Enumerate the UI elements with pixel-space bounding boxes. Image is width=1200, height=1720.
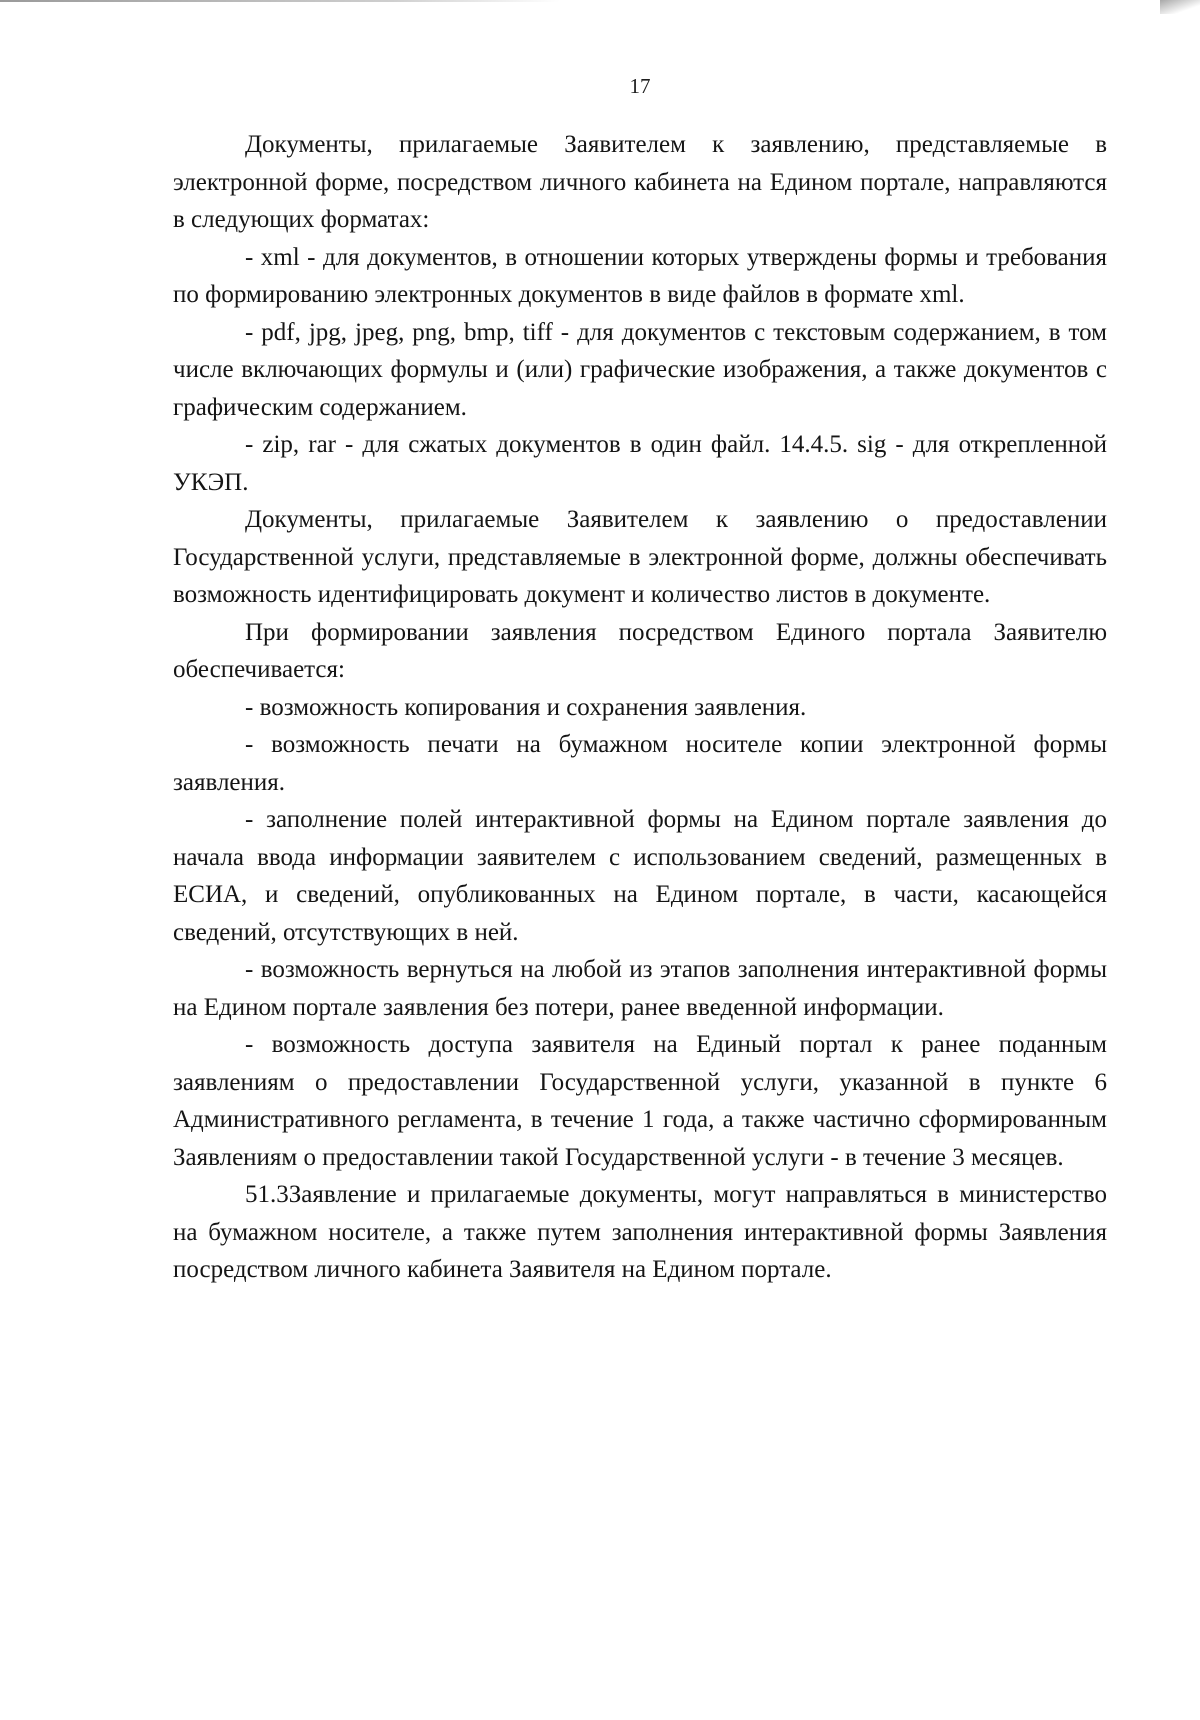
paragraph-clause-51-3: 51.3Заявление и прилагаемые документы, могут направляться в министерство на бумажном носителе, а также путем заполнения интерактивной формы Заявления посредством личного кабинета Заявителя на Едином портале. [173, 1181, 1107, 1283]
list-item-return-to-step: - возможность вернуться на любой из этапов заполнения интерактивной формы на Едином портале заявления без потери, ранее введенной информации. [173, 956, 1107, 1021]
document-body [173, 126, 1107, 1289]
scan-edge-right [1160, 0, 1200, 14]
list-item-autofill: - заполнение полей интерактивной формы на Едином портале заявления до начала ввода информации заявителем с использованием сведений, размещенных в ЕСИА, и сведений, опубликованных на Едином портале, в части, касающейся сведений, отсутствующих в ней. [173, 806, 1107, 946]
paragraph-attached-documents: Документы, прилагаемые Заявителем к заявлению, представляемые в электронной форме, посредством личного кабинета на Едином портале, направляются в следующих форматах: [173, 131, 1107, 233]
list-item-format-xml: - xml - для документов, в отношении которых утверждены формы и требования по формированию электронных документов в виде файлов в формате xml. [173, 243, 1107, 308]
page-number: 17 [629, 74, 651, 98]
list-item-format-images: - pdf, jpg, jpeg, png, bmp, tiff - для документов с текстовым содержанием, в том числе включающих формулы и (или) графические изображения, а также документов с графическим содержанием. [173, 318, 1107, 421]
list-item-print: - возможность печати на бумажном носителе копии электронной формы заявления. [173, 731, 1107, 796]
list-item-format-archives: - zip, rar - для сжатых документов в один файл. 14.4.5. sig - для открепленной УКЭП. [173, 431, 1107, 496]
paragraph-portal-provisions: При формировании заявления посредством Единого портала Заявителю обеспечивается: [173, 618, 1107, 683]
list-item-access-history: - возможность доступа заявителя на Единый портал к ранее поданным заявлениям о предоставлении Государственной услуги, указанной в пункте 6 Административного регламента, в течение 1 года, а также частично сформированным Заявлениям о предоставлении такой Государственной услуги - в течение 3 месяцев. [173, 1031, 1107, 1171]
paragraph-document-identification: Документы, прилагаемые Заявителем к заявлению о предоставлении Государственной услуги, представляемые в электронной форме, должны обеспечивать возможность идентифицировать документ и количество листов в документе. [173, 506, 1107, 608]
list-item-copy-save: - возможность копирования и сохранения заявления. [245, 693, 807, 721]
scan-edge-top [0, 0, 560, 2]
